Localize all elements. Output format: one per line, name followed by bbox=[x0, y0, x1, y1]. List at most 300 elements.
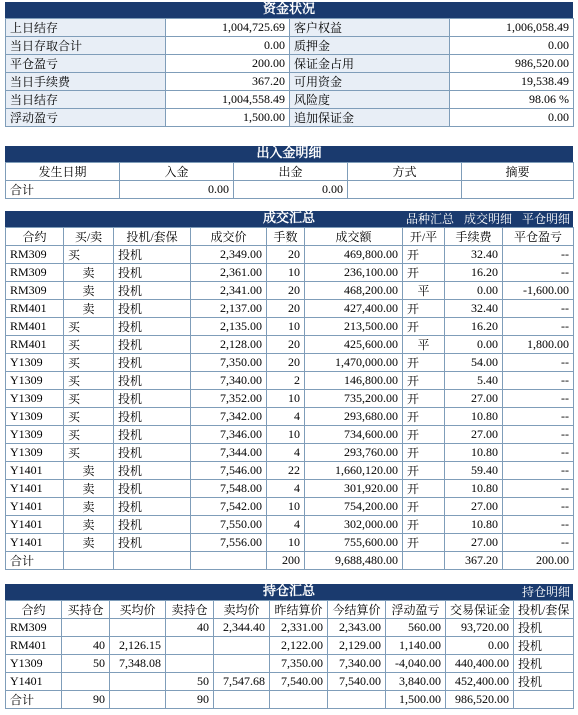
trades-cell: 302,000.00 bbox=[305, 516, 403, 534]
trades-cell: 投机 bbox=[114, 246, 191, 264]
trades-cell: 平 bbox=[403, 336, 445, 354]
positions-cell: Y1309 bbox=[6, 655, 62, 673]
inout-total-cell: 合计 bbox=[6, 181, 120, 199]
trades-cell: Y1309 bbox=[6, 444, 64, 462]
trades-cell: 卖 bbox=[64, 462, 114, 480]
positions-cell: 93,720.00 bbox=[446, 619, 514, 637]
funds-row bbox=[6, 37, 574, 55]
trades-cell: 7,352.00 bbox=[191, 390, 267, 408]
trades-cell: 16.20 bbox=[445, 264, 503, 282]
trades-cell: 卖 bbox=[64, 534, 114, 552]
inout-total-cell: 0.00 bbox=[234, 181, 348, 199]
trades-cell: 开 bbox=[403, 300, 445, 318]
positions-link[interactable]: 持仓明细 bbox=[521, 585, 570, 599]
trades-cell: 32.40 bbox=[445, 300, 503, 318]
trades-cell: 卖 bbox=[64, 480, 114, 498]
trades-cell: 卖 bbox=[64, 516, 114, 534]
trades-cell: 卖 bbox=[64, 300, 114, 318]
funds-value: 0.00 bbox=[166, 37, 290, 55]
positions-cell: 40 bbox=[166, 619, 214, 637]
trades-cell: -- bbox=[503, 390, 574, 408]
trades-cell: 27.00 bbox=[445, 390, 503, 408]
trades-cell: -- bbox=[503, 408, 574, 426]
trades-cell: 1,800.00 bbox=[503, 336, 574, 354]
positions-total-cell bbox=[214, 691, 270, 709]
trades-cell: -- bbox=[503, 534, 574, 552]
positions-cell: 50 bbox=[166, 673, 214, 691]
positions-cell: -4,040.00 bbox=[386, 655, 446, 673]
trades-cell: 20 bbox=[267, 336, 305, 354]
trades-cell: Y1401 bbox=[6, 480, 64, 498]
trades-cell: RM401 bbox=[6, 318, 64, 336]
trades-cell: 146,800.00 bbox=[305, 372, 403, 390]
trades-cell: 卖 bbox=[64, 264, 114, 282]
trades-cell: 开 bbox=[403, 498, 445, 516]
positions-cell: 2,331.00 bbox=[270, 619, 328, 637]
trades-cell: 买 bbox=[64, 408, 114, 426]
funds-label: 质押金 bbox=[290, 37, 450, 55]
trades-cell: 投机 bbox=[114, 408, 191, 426]
trades-cell: 开 bbox=[403, 264, 445, 282]
trades-cell: 买 bbox=[64, 336, 114, 354]
inout-title: 出入金明细 bbox=[5, 146, 573, 162]
trades-cell: 293,760.00 bbox=[305, 444, 403, 462]
positions-cell bbox=[110, 619, 166, 637]
trades-cell: 卖 bbox=[64, 282, 114, 300]
positions-cell: 3,840.00 bbox=[386, 673, 446, 691]
trades-cell: Y1309 bbox=[6, 390, 64, 408]
trades-cell: 买 bbox=[64, 318, 114, 336]
positions-column-header: 买均价 bbox=[110, 601, 166, 619]
positions-cell bbox=[214, 637, 270, 655]
trades-cell: 213,500.00 bbox=[305, 318, 403, 336]
positions-cell: 2,344.40 bbox=[214, 619, 270, 637]
positions-cell: 投机 bbox=[514, 655, 574, 673]
trades-cell: 293,680.00 bbox=[305, 408, 403, 426]
positions-table bbox=[5, 600, 574, 709]
positions-total-cell: 90 bbox=[166, 691, 214, 709]
trades-cell: 27.00 bbox=[445, 498, 503, 516]
trades-cell: 投机 bbox=[114, 282, 191, 300]
trades-cell: 开 bbox=[403, 426, 445, 444]
funds-label: 当日手续费 bbox=[6, 73, 166, 91]
positions-total-cell: 1,500.00 bbox=[386, 691, 446, 709]
trades-cell: 1,470,000.00 bbox=[305, 354, 403, 372]
funds-label: 客户权益 bbox=[290, 19, 450, 37]
trades-cell: Y1401 bbox=[6, 534, 64, 552]
positions-column-header: 交易保证金 bbox=[446, 601, 514, 619]
trades-column-header: 成交额 bbox=[305, 228, 403, 246]
positions-total-cell: 合计 bbox=[6, 691, 62, 709]
funds-value: 200.00 bbox=[166, 55, 290, 73]
trades-cell: -1,600.00 bbox=[503, 282, 574, 300]
inout-column-header: 发生日期 bbox=[6, 163, 120, 181]
trades-cell: 2,128.00 bbox=[191, 336, 267, 354]
trades-cell: 投机 bbox=[114, 390, 191, 408]
trades-total-cell bbox=[403, 552, 445, 570]
funds-value: 19,538.49 bbox=[450, 73, 574, 91]
positions-cell: 投机 bbox=[514, 619, 574, 637]
trades-column-header: 成交价 bbox=[191, 228, 267, 246]
trades-cell: 平 bbox=[403, 282, 445, 300]
trades-total-cell: 367.20 bbox=[445, 552, 503, 570]
funds-table bbox=[5, 18, 574, 127]
positions-total-cell bbox=[270, 691, 328, 709]
trades-cell: 32.40 bbox=[445, 246, 503, 264]
trades-cell: 买 bbox=[64, 390, 114, 408]
trades-total-cell: 200 bbox=[267, 552, 305, 570]
trades-cell: 买 bbox=[64, 246, 114, 264]
table-row bbox=[6, 408, 574, 426]
trades-cell: 10.80 bbox=[445, 444, 503, 462]
trades-total-row bbox=[6, 552, 574, 570]
positions-cell: 2,129.00 bbox=[328, 637, 386, 655]
trades-cell: 投机 bbox=[114, 318, 191, 336]
trades-cell: 2,135.00 bbox=[191, 318, 267, 336]
trades-cell: 2,341.00 bbox=[191, 282, 267, 300]
funds-value: 0.00 bbox=[450, 109, 574, 127]
positions-section bbox=[5, 584, 573, 709]
funds-label: 风险度 bbox=[290, 91, 450, 109]
positions-cell: 投机 bbox=[514, 673, 574, 691]
trades-column-header: 手续费 bbox=[445, 228, 503, 246]
positions-total-cell bbox=[514, 691, 574, 709]
inout-table bbox=[5, 162, 574, 199]
positions-total-cell bbox=[110, 691, 166, 709]
positions-column-header: 昨结算价 bbox=[270, 601, 328, 619]
positions-cell: 40 bbox=[62, 637, 110, 655]
trades-cell: 7,546.00 bbox=[191, 462, 267, 480]
positions-cell: 7,340.00 bbox=[328, 655, 386, 673]
trades-cell: 10 bbox=[267, 264, 305, 282]
trades-cell: 投机 bbox=[114, 426, 191, 444]
trades-cell: -- bbox=[503, 498, 574, 516]
inout-column-header: 摘要 bbox=[462, 163, 574, 181]
positions-cell bbox=[166, 637, 214, 655]
trades-cell: 开 bbox=[403, 534, 445, 552]
trades-cell: 4 bbox=[267, 516, 305, 534]
trades-cell: -- bbox=[503, 516, 574, 534]
trades-cell: 开 bbox=[403, 390, 445, 408]
trades-cell: 27.00 bbox=[445, 426, 503, 444]
trades-cell: 投机 bbox=[114, 462, 191, 480]
positions-cell: 452,400.00 bbox=[446, 673, 514, 691]
funds-value: 0.00 bbox=[450, 37, 574, 55]
positions-cell: RM401 bbox=[6, 637, 62, 655]
funds-value: 367.20 bbox=[166, 73, 290, 91]
trades-cell: 投机 bbox=[114, 516, 191, 534]
trades-cell: 7,346.00 bbox=[191, 426, 267, 444]
table-row bbox=[6, 264, 574, 282]
table-row bbox=[6, 619, 574, 637]
positions-total-cell: 90 bbox=[62, 691, 110, 709]
funds-label: 当日存取合计 bbox=[6, 37, 166, 55]
trades-cell: RM401 bbox=[6, 336, 64, 354]
trades-column-header: 手数 bbox=[267, 228, 305, 246]
trades-cell: 2,361.00 bbox=[191, 264, 267, 282]
trades-cell: 734,600.00 bbox=[305, 426, 403, 444]
inout-total-cell: 0.00 bbox=[120, 181, 234, 199]
trades-cell: 469,800.00 bbox=[305, 246, 403, 264]
trades-cell: 买 bbox=[64, 354, 114, 372]
funds-title: 资金状况 bbox=[5, 2, 573, 18]
funds-label: 追加保证金 bbox=[290, 109, 450, 127]
positions-cell bbox=[62, 619, 110, 637]
trades-cell: 开 bbox=[403, 516, 445, 534]
table-row bbox=[6, 372, 574, 390]
table-row bbox=[6, 637, 574, 655]
inout-total-cell bbox=[348, 181, 462, 199]
funds-row bbox=[6, 73, 574, 91]
positions-header bbox=[5, 584, 573, 600]
trades-cell: -- bbox=[503, 354, 574, 372]
trades-cell: 7,548.00 bbox=[191, 480, 267, 498]
funds-label: 浮动盈亏 bbox=[6, 109, 166, 127]
trades-cell: 投机 bbox=[114, 336, 191, 354]
table-row bbox=[6, 354, 574, 372]
funds-value: 1,500.00 bbox=[166, 109, 290, 127]
positions-cell: 7,348.08 bbox=[110, 655, 166, 673]
trades-cell: -- bbox=[503, 246, 574, 264]
table-row bbox=[6, 462, 574, 480]
positions-links bbox=[512, 584, 570, 600]
trades-cell: 735,200.00 bbox=[305, 390, 403, 408]
trades-links bbox=[396, 211, 570, 227]
trades-cell: -- bbox=[503, 300, 574, 318]
trades-cell: 卖 bbox=[64, 498, 114, 516]
positions-cell: 投机 bbox=[514, 637, 574, 655]
trades-cell: 4 bbox=[267, 480, 305, 498]
trades-cell: 301,920.00 bbox=[305, 480, 403, 498]
trades-cell: 20 bbox=[267, 300, 305, 318]
table-row bbox=[6, 318, 574, 336]
trades-cell: -- bbox=[503, 264, 574, 282]
table-row bbox=[6, 516, 574, 534]
trades-column-header: 开/平 bbox=[403, 228, 445, 246]
funds-row bbox=[6, 55, 574, 73]
trades-cell: 20 bbox=[267, 282, 305, 300]
inout-total-cell bbox=[462, 181, 574, 199]
positions-cell: 1,140.00 bbox=[386, 637, 446, 655]
positions-cell: 7,350.00 bbox=[270, 655, 328, 673]
trades-cell: 2,137.00 bbox=[191, 300, 267, 318]
trades-cell: 买 bbox=[64, 444, 114, 462]
funds-value: 1,006,058.49 bbox=[450, 19, 574, 37]
funds-row bbox=[6, 19, 574, 37]
trades-cell: Y1401 bbox=[6, 498, 64, 516]
trades-cell: -- bbox=[503, 426, 574, 444]
table-row bbox=[6, 534, 574, 552]
table-row bbox=[6, 246, 574, 264]
trades-total-cell bbox=[191, 552, 267, 570]
trades-column-header: 合约 bbox=[6, 228, 64, 246]
trades-cell: 27.00 bbox=[445, 534, 503, 552]
positions-cell bbox=[110, 673, 166, 691]
positions-cell bbox=[166, 655, 214, 673]
trades-cell: 20 bbox=[267, 246, 305, 264]
funds-label: 上日结存 bbox=[6, 19, 166, 37]
table-row bbox=[6, 444, 574, 462]
trades-cell: 755,600.00 bbox=[305, 534, 403, 552]
table-row bbox=[6, 480, 574, 498]
trades-cell: RM401 bbox=[6, 300, 64, 318]
trades-total-cell bbox=[114, 552, 191, 570]
positions-column-header: 合约 bbox=[6, 601, 62, 619]
trades-header bbox=[5, 211, 573, 227]
trades-cell: 4 bbox=[267, 444, 305, 462]
trades-cell: 468,200.00 bbox=[305, 282, 403, 300]
trades-cell: 7,556.00 bbox=[191, 534, 267, 552]
inout-column-header: 出金 bbox=[234, 163, 348, 181]
table-row bbox=[6, 498, 574, 516]
trades-cell: -- bbox=[503, 480, 574, 498]
trades-cell: 10 bbox=[267, 318, 305, 336]
funds-value: 98.06 % bbox=[450, 91, 574, 109]
positions-column-header: 卖均价 bbox=[214, 601, 270, 619]
trades-cell: -- bbox=[503, 444, 574, 462]
trades-cell: 买 bbox=[64, 372, 114, 390]
trades-cell: 开 bbox=[403, 372, 445, 390]
trades-link[interactable]: 平仓明细 bbox=[521, 212, 570, 226]
trades-cell: 2,349.00 bbox=[191, 246, 267, 264]
trades-total-cell bbox=[64, 552, 114, 570]
trades-cell: 7,340.00 bbox=[191, 372, 267, 390]
funds-label: 当日结存 bbox=[6, 91, 166, 109]
trades-title: 成交汇总 bbox=[262, 211, 315, 226]
trades-cell: 开 bbox=[403, 354, 445, 372]
trades-cell: Y1309 bbox=[6, 408, 64, 426]
positions-title: 持仓汇总 bbox=[262, 584, 315, 599]
funds-value: 1,004,558.49 bbox=[166, 91, 290, 109]
positions-cell: 2,122.00 bbox=[270, 637, 328, 655]
table-row bbox=[6, 673, 574, 691]
trades-cell: -- bbox=[503, 462, 574, 480]
trades-cell: 投机 bbox=[114, 372, 191, 390]
trades-link[interactable]: 品种汇总 bbox=[405, 212, 454, 226]
trades-cell: 4 bbox=[267, 408, 305, 426]
positions-column-header: 今结算价 bbox=[328, 601, 386, 619]
positions-cell: Y1401 bbox=[6, 673, 62, 691]
trades-cell: 7,344.00 bbox=[191, 444, 267, 462]
trades-cell: 10 bbox=[267, 390, 305, 408]
trades-table bbox=[5, 227, 574, 570]
trades-cell: 2 bbox=[267, 372, 305, 390]
funds-label: 平仓盈亏 bbox=[6, 55, 166, 73]
trades-cell: 10.80 bbox=[445, 408, 503, 426]
trades-cell: 投机 bbox=[114, 354, 191, 372]
positions-column-header: 卖持仓 bbox=[166, 601, 214, 619]
trades-total-cell: 200.00 bbox=[503, 552, 574, 570]
trades-cell: 投机 bbox=[114, 534, 191, 552]
table-row bbox=[6, 300, 574, 318]
trades-cell: 20 bbox=[267, 354, 305, 372]
positions-column-header: 买持仓 bbox=[62, 601, 110, 619]
trades-total-cell: 9,688,480.00 bbox=[305, 552, 403, 570]
positions-cell: 7,547.68 bbox=[214, 673, 270, 691]
trades-cell: 7,350.00 bbox=[191, 354, 267, 372]
trades-section bbox=[5, 211, 573, 570]
trades-cell: 236,100.00 bbox=[305, 264, 403, 282]
positions-cell: 560.00 bbox=[386, 619, 446, 637]
funds-value: 1,004,725.69 bbox=[166, 19, 290, 37]
trades-cell: Y1309 bbox=[6, 426, 64, 444]
trades-cell: 7,550.00 bbox=[191, 516, 267, 534]
trades-column-header: 投机/套保 bbox=[114, 228, 191, 246]
funds-label: 保证金占用 bbox=[290, 55, 450, 73]
trades-cell: RM309 bbox=[6, 282, 64, 300]
trades-cell: 5.40 bbox=[445, 372, 503, 390]
trades-cell: 10.80 bbox=[445, 480, 503, 498]
trades-cell: Y1401 bbox=[6, 462, 64, 480]
trades-total-cell: 合计 bbox=[6, 552, 64, 570]
trades-cell: 投机 bbox=[114, 300, 191, 318]
positions-cell: 7,540.00 bbox=[328, 673, 386, 691]
positions-total-row bbox=[6, 691, 574, 709]
funds-row bbox=[6, 91, 574, 109]
trades-cell: -- bbox=[503, 318, 574, 336]
positions-total-cell: 986,520.00 bbox=[446, 691, 514, 709]
trades-cell: RM309 bbox=[6, 246, 64, 264]
trades-cell: 0.00 bbox=[445, 336, 503, 354]
trades-column-header: 买/卖 bbox=[64, 228, 114, 246]
trades-cell: 投机 bbox=[114, 480, 191, 498]
positions-column-header: 投机/套保 bbox=[514, 601, 574, 619]
trades-column-header: 平仓盈亏 bbox=[503, 228, 574, 246]
positions-cell: 0.00 bbox=[446, 637, 514, 655]
trades-cell: Y1401 bbox=[6, 516, 64, 534]
trades-cell: 开 bbox=[403, 480, 445, 498]
positions-cell: RM309 bbox=[6, 619, 62, 637]
trades-cell: 0.00 bbox=[445, 282, 503, 300]
trades-cell: 开 bbox=[403, 444, 445, 462]
trades-cell: 开 bbox=[403, 408, 445, 426]
trades-cell: 7,342.00 bbox=[191, 408, 267, 426]
positions-total-cell bbox=[328, 691, 386, 709]
trades-cell: 投机 bbox=[114, 444, 191, 462]
funds-label: 可用资金 bbox=[290, 73, 450, 91]
positions-cell: 50 bbox=[62, 655, 110, 673]
positions-cell: 440,400.00 bbox=[446, 655, 514, 673]
trades-link[interactable]: 成交明细 bbox=[463, 212, 512, 226]
trades-cell: Y1309 bbox=[6, 372, 64, 390]
table-row bbox=[6, 655, 574, 673]
trades-cell: 开 bbox=[403, 246, 445, 264]
positions-cell bbox=[62, 673, 110, 691]
trades-cell: 10 bbox=[267, 426, 305, 444]
trades-cell: 10 bbox=[267, 534, 305, 552]
positions-cell: 2,126.15 bbox=[110, 637, 166, 655]
positions-column-header: 浮动盈亏 bbox=[386, 601, 446, 619]
trades-cell: 7,542.00 bbox=[191, 498, 267, 516]
table-row bbox=[6, 390, 574, 408]
trades-cell: 754,200.00 bbox=[305, 498, 403, 516]
funds-value: 986,520.00 bbox=[450, 55, 574, 73]
positions-cell bbox=[214, 655, 270, 673]
trades-cell: 投机 bbox=[114, 264, 191, 282]
positions-cell: 7,540.00 bbox=[270, 673, 328, 691]
positions-cell: 2,343.00 bbox=[328, 619, 386, 637]
inout-column-header: 方式 bbox=[348, 163, 462, 181]
trades-cell: 59.40 bbox=[445, 462, 503, 480]
table-row bbox=[6, 336, 574, 354]
trades-cell: 22 bbox=[267, 462, 305, 480]
trades-cell: 投机 bbox=[114, 498, 191, 516]
trades-cell: Y1309 bbox=[6, 354, 64, 372]
trades-cell: RM309 bbox=[6, 264, 64, 282]
trades-cell: 16.20 bbox=[445, 318, 503, 336]
trades-cell: 开 bbox=[403, 462, 445, 480]
table-row bbox=[6, 282, 574, 300]
